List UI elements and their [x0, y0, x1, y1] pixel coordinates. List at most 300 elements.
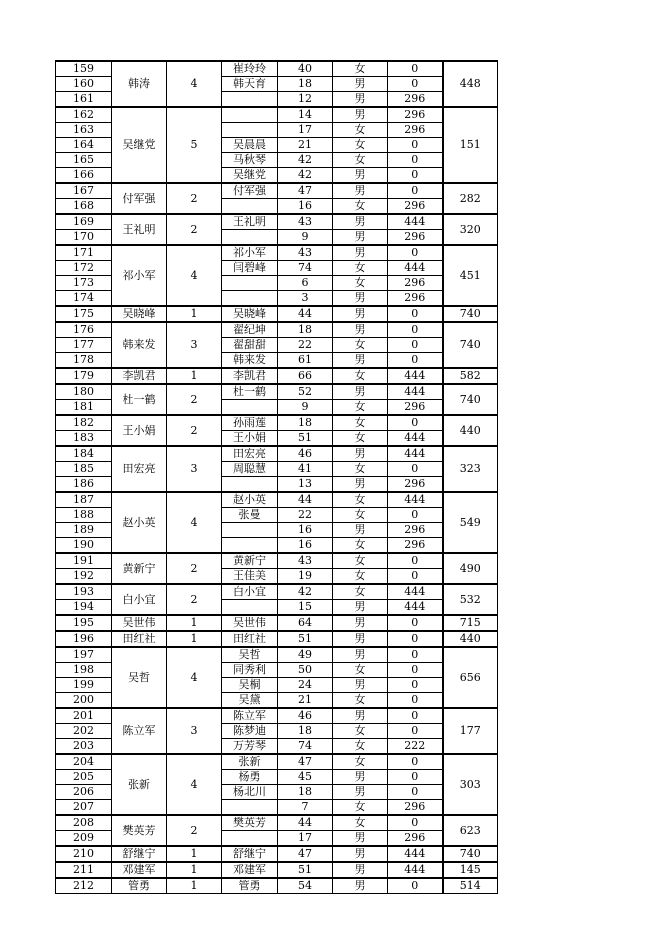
age-cell: 54 — [278, 878, 333, 894]
gender-cell: 男 — [333, 631, 388, 647]
gender-cell: 男 — [333, 92, 388, 108]
member-name-cell: 吴继党 — [222, 168, 278, 184]
group-total-cell: 303 — [443, 754, 498, 815]
member-name-cell: 田宏亮 — [222, 446, 278, 462]
amount-cell: 0 — [388, 663, 443, 678]
amount-cell: 0 — [388, 338, 443, 353]
gender-cell: 女 — [333, 431, 388, 447]
amount-cell: 0 — [388, 631, 443, 647]
age-cell: 51 — [278, 431, 333, 447]
row-number-cell: 173 — [56, 276, 112, 291]
household-head-cell: 张新 — [112, 754, 167, 815]
row-number-cell: 176 — [56, 322, 112, 338]
age-cell: 44 — [278, 815, 333, 831]
age-cell: 17 — [278, 831, 333, 847]
age-cell: 47 — [278, 183, 333, 199]
member-name-cell: 马秋琴 — [222, 153, 278, 168]
table-row — [56, 368, 498, 384]
member-count-cell: 1 — [167, 846, 222, 862]
row-number-cell: 181 — [56, 400, 112, 416]
member-name-cell: 张新 — [222, 754, 278, 770]
table-row — [56, 553, 498, 569]
member-count-cell: 4 — [167, 647, 222, 708]
amount-cell: 0 — [388, 553, 443, 569]
member-name-cell: 孙雨莲 — [222, 415, 278, 431]
gender-cell: 女 — [333, 754, 388, 770]
amount-cell: 0 — [388, 754, 443, 770]
gender-cell: 男 — [333, 322, 388, 338]
gender-cell: 男 — [333, 214, 388, 230]
table-row — [56, 306, 498, 322]
age-cell: 21 — [278, 693, 333, 709]
amount-cell: 296 — [388, 538, 443, 554]
member-name-cell: 杜一鹤 — [222, 384, 278, 400]
member-name-cell: 付军强 — [222, 183, 278, 199]
member-count-cell: 1 — [167, 631, 222, 647]
row-number-cell: 205 — [56, 770, 112, 785]
member-name-cell — [222, 107, 278, 123]
table-row — [56, 615, 498, 631]
member-name-cell — [222, 400, 278, 416]
member-count-cell: 2 — [167, 584, 222, 615]
member-name-cell: 吴桐 — [222, 678, 278, 693]
member-name-cell: 赵小英 — [222, 492, 278, 508]
age-cell: 47 — [278, 754, 333, 770]
row-number-cell: 196 — [56, 631, 112, 647]
member-count-cell: 3 — [167, 322, 222, 368]
table-row — [56, 384, 498, 400]
age-cell: 44 — [278, 492, 333, 508]
group-total-cell: 282 — [443, 183, 498, 214]
member-count-cell: 3 — [167, 446, 222, 492]
group-total-cell: 656 — [443, 647, 498, 708]
member-name-cell: 祁小军 — [222, 245, 278, 261]
age-cell: 42 — [278, 153, 333, 168]
amount-cell: 0 — [388, 353, 443, 369]
amount-cell: 444 — [388, 384, 443, 400]
group-total-cell: 715 — [443, 615, 498, 631]
row-number-cell: 162 — [56, 107, 112, 123]
member-name-cell: 吴晨晨 — [222, 138, 278, 153]
row-number-cell: 193 — [56, 584, 112, 600]
row-number-cell: 202 — [56, 724, 112, 739]
member-name-cell: 翟甜甜 — [222, 338, 278, 353]
gender-cell: 男 — [333, 168, 388, 184]
row-number-cell: 169 — [56, 214, 112, 230]
household-head-cell: 杜一鹤 — [112, 384, 167, 415]
member-count-cell: 4 — [167, 754, 222, 815]
member-name-cell: 万芳琴 — [222, 739, 278, 755]
member-name-cell: 翟纪坤 — [222, 322, 278, 338]
member-count-cell: 5 — [167, 107, 222, 183]
group-total-cell: 440 — [443, 415, 498, 446]
amount-cell: 296 — [388, 230, 443, 246]
age-cell: 49 — [278, 647, 333, 663]
age-cell: 43 — [278, 553, 333, 569]
group-total-cell: 582 — [443, 368, 498, 384]
row-number-cell: 200 — [56, 693, 112, 709]
gender-cell: 男 — [333, 770, 388, 785]
household-head-cell: 邓建军 — [112, 862, 167, 878]
group-total-cell: 740 — [443, 322, 498, 368]
gender-cell: 女 — [333, 815, 388, 831]
row-number-cell: 179 — [56, 368, 112, 384]
gender-cell: 男 — [333, 77, 388, 92]
member-name-cell — [222, 123, 278, 138]
household-head-cell: 黄新宁 — [112, 553, 167, 584]
row-number-cell: 207 — [56, 800, 112, 816]
amount-cell: 296 — [388, 400, 443, 416]
row-number-cell: 198 — [56, 663, 112, 678]
amount-cell: 296 — [388, 831, 443, 847]
age-cell: 6 — [278, 276, 333, 291]
row-number-cell: 192 — [56, 569, 112, 585]
age-cell: 45 — [278, 770, 333, 785]
amount-cell: 296 — [388, 107, 443, 123]
row-number-cell: 206 — [56, 785, 112, 800]
age-cell: 22 — [278, 338, 333, 353]
age-cell: 50 — [278, 663, 333, 678]
gender-cell: 女 — [333, 663, 388, 678]
row-number-cell: 210 — [56, 846, 112, 862]
table-row — [56, 647, 498, 663]
table-row — [56, 245, 498, 261]
age-cell: 74 — [278, 739, 333, 755]
gender-cell: 男 — [333, 230, 388, 246]
amount-cell: 444 — [388, 431, 443, 447]
amount-cell: 0 — [388, 693, 443, 709]
amount-cell: 0 — [388, 770, 443, 785]
row-number-cell: 203 — [56, 739, 112, 755]
row-number-cell: 167 — [56, 183, 112, 199]
member-name-cell: 杨北川 — [222, 785, 278, 800]
gender-cell: 男 — [333, 678, 388, 693]
member-count-cell: 1 — [167, 862, 222, 878]
gender-cell: 男 — [333, 523, 388, 538]
member-name-cell: 韩天育 — [222, 77, 278, 92]
row-number-cell: 189 — [56, 523, 112, 538]
row-number-cell: 209 — [56, 831, 112, 847]
household-head-cell: 吴哲 — [112, 647, 167, 708]
household-head-cell: 白小宜 — [112, 584, 167, 615]
gender-cell: 女 — [333, 123, 388, 138]
age-cell: 17 — [278, 123, 333, 138]
age-cell: 51 — [278, 631, 333, 647]
gender-cell: 男 — [333, 384, 388, 400]
amount-cell: 0 — [388, 815, 443, 831]
age-cell: 61 — [278, 353, 333, 369]
member-count-cell: 2 — [167, 384, 222, 415]
row-number-cell: 185 — [56, 462, 112, 477]
row-number-cell: 194 — [56, 600, 112, 616]
row-number-cell: 208 — [56, 815, 112, 831]
amount-cell: 0 — [388, 183, 443, 199]
member-name-cell: 吴哲 — [222, 647, 278, 663]
amount-cell: 444 — [388, 446, 443, 462]
gender-cell: 男 — [333, 878, 388, 894]
gender-cell: 女 — [333, 492, 388, 508]
row-number-cell: 180 — [56, 384, 112, 400]
member-count-cell: 2 — [167, 214, 222, 245]
age-cell: 12 — [278, 92, 333, 108]
member-name-cell — [222, 477, 278, 493]
amount-cell: 222 — [388, 739, 443, 755]
row-number-cell: 161 — [56, 92, 112, 108]
group-total-cell: 448 — [443, 61, 498, 107]
gender-cell: 女 — [333, 508, 388, 523]
group-total-cell: 740 — [443, 306, 498, 322]
gender-cell: 女 — [333, 569, 388, 585]
member-name-cell: 同秀利 — [222, 663, 278, 678]
household-head-cell: 赵小英 — [112, 492, 167, 553]
amount-cell: 0 — [388, 153, 443, 168]
member-count-cell: 2 — [167, 815, 222, 846]
household-head-cell: 韩来发 — [112, 322, 167, 368]
member-name-cell: 舒继宁 — [222, 846, 278, 862]
group-total-cell: 549 — [443, 492, 498, 553]
gender-cell: 女 — [333, 462, 388, 477]
member-name-cell — [222, 600, 278, 616]
member-name-cell — [222, 538, 278, 554]
row-number-cell: 172 — [56, 261, 112, 276]
member-name-cell: 王佳美 — [222, 569, 278, 585]
group-total-cell: 323 — [443, 446, 498, 492]
table-row — [56, 862, 498, 878]
age-cell: 42 — [278, 168, 333, 184]
row-number-cell: 174 — [56, 291, 112, 307]
row-number-cell: 212 — [56, 878, 112, 894]
gender-cell: 男 — [333, 615, 388, 631]
gender-cell: 女 — [333, 553, 388, 569]
age-cell: 74 — [278, 261, 333, 276]
amount-cell: 0 — [388, 245, 443, 261]
gender-cell: 女 — [333, 400, 388, 416]
gender-cell: 男 — [333, 600, 388, 616]
gender-cell: 女 — [333, 276, 388, 291]
amount-cell: 444 — [388, 492, 443, 508]
member-count-cell: 3 — [167, 708, 222, 754]
member-count-cell: 4 — [167, 61, 222, 107]
group-total-cell: 490 — [443, 553, 498, 584]
age-cell: 18 — [278, 77, 333, 92]
row-number-cell: 177 — [56, 338, 112, 353]
amount-cell: 0 — [388, 724, 443, 739]
row-number-cell: 166 — [56, 168, 112, 184]
member-count-cell: 1 — [167, 306, 222, 322]
row-number-cell: 187 — [56, 492, 112, 508]
age-cell: 3 — [278, 291, 333, 307]
member-name-cell: 李凯君 — [222, 368, 278, 384]
household-head-cell: 吴继党 — [112, 107, 167, 183]
gender-cell: 女 — [333, 415, 388, 431]
amount-cell: 444 — [388, 368, 443, 384]
age-cell: 18 — [278, 322, 333, 338]
table-row — [56, 322, 498, 338]
age-cell: 44 — [278, 306, 333, 322]
age-cell: 24 — [278, 678, 333, 693]
gender-cell: 女 — [333, 584, 388, 600]
member-name-cell: 管勇 — [222, 878, 278, 894]
gender-cell: 女 — [333, 153, 388, 168]
amount-cell: 0 — [388, 322, 443, 338]
member-name-cell — [222, 800, 278, 816]
member-name-cell: 崔玲玲 — [222, 61, 278, 77]
age-cell: 14 — [278, 107, 333, 123]
table-row — [56, 754, 498, 770]
member-name-cell: 田红社 — [222, 631, 278, 647]
gender-cell: 男 — [333, 183, 388, 199]
age-cell: 40 — [278, 61, 333, 77]
amount-cell: 296 — [388, 199, 443, 215]
gender-cell: 女 — [333, 538, 388, 554]
household-head-cell: 付军强 — [112, 183, 167, 214]
age-cell: 13 — [278, 477, 333, 493]
row-number-cell: 184 — [56, 446, 112, 462]
gender-cell: 男 — [333, 477, 388, 493]
age-cell: 19 — [278, 569, 333, 585]
group-total-cell: 151 — [443, 107, 498, 183]
row-number-cell: 195 — [56, 615, 112, 631]
member-count-cell: 2 — [167, 183, 222, 214]
household-head-cell: 李凯君 — [112, 368, 167, 384]
member-name-cell: 陈立军 — [222, 708, 278, 724]
gender-cell: 女 — [333, 739, 388, 755]
gender-cell: 男 — [333, 846, 388, 862]
age-cell: 64 — [278, 615, 333, 631]
group-total-cell: 451 — [443, 245, 498, 306]
household-head-cell: 田宏亮 — [112, 446, 167, 492]
row-number-cell: 163 — [56, 123, 112, 138]
member-name-cell — [222, 831, 278, 847]
row-number-cell: 197 — [56, 647, 112, 663]
gender-cell: 男 — [333, 291, 388, 307]
table-row — [56, 183, 498, 199]
gender-cell: 女 — [333, 724, 388, 739]
household-head-cell: 陈立军 — [112, 708, 167, 754]
table-row — [56, 846, 498, 862]
gender-cell: 女 — [333, 199, 388, 215]
amount-cell: 0 — [388, 785, 443, 800]
gender-cell: 男 — [333, 446, 388, 462]
group-total-cell: 320 — [443, 214, 498, 245]
age-cell: 43 — [278, 245, 333, 261]
table-row — [56, 61, 498, 77]
table-row — [56, 492, 498, 508]
table-row — [56, 815, 498, 831]
age-cell: 41 — [278, 462, 333, 477]
household-head-cell: 田红社 — [112, 631, 167, 647]
amount-cell: 0 — [388, 678, 443, 693]
member-name-cell: 杨勇 — [222, 770, 278, 785]
row-number-cell: 165 — [56, 153, 112, 168]
member-name-cell: 吴黛 — [222, 693, 278, 709]
age-cell: 51 — [278, 862, 333, 878]
group-total-cell: 145 — [443, 862, 498, 878]
household-table — [55, 60, 498, 894]
amount-cell: 296 — [388, 276, 443, 291]
member-name-cell — [222, 523, 278, 538]
row-number-cell: 159 — [56, 61, 112, 77]
row-number-cell: 199 — [56, 678, 112, 693]
member-name-cell: 樊英芳 — [222, 815, 278, 831]
gender-cell: 男 — [333, 353, 388, 369]
row-number-cell: 190 — [56, 538, 112, 554]
gender-cell: 男 — [333, 785, 388, 800]
member-count-cell: 4 — [167, 245, 222, 306]
age-cell: 16 — [278, 523, 333, 538]
amount-cell: 0 — [388, 708, 443, 724]
group-total-cell: 514 — [443, 878, 498, 894]
gender-cell: 男 — [333, 831, 388, 847]
group-total-cell: 532 — [443, 584, 498, 615]
row-number-cell: 178 — [56, 353, 112, 369]
member-name-cell: 黄新宁 — [222, 553, 278, 569]
member-name-cell: 白小宜 — [222, 584, 278, 600]
table-row — [56, 878, 498, 894]
amount-cell: 296 — [388, 123, 443, 138]
group-total-cell: 623 — [443, 815, 498, 846]
age-cell: 43 — [278, 214, 333, 230]
age-cell: 15 — [278, 600, 333, 616]
group-total-cell: 177 — [443, 708, 498, 754]
age-cell: 9 — [278, 400, 333, 416]
household-head-cell: 舒继宁 — [112, 846, 167, 862]
row-number-cell: 186 — [56, 477, 112, 493]
member-name-cell: 陈梦迪 — [222, 724, 278, 739]
member-count-cell: 2 — [167, 415, 222, 446]
group-total-cell: 740 — [443, 846, 498, 862]
amount-cell: 0 — [388, 508, 443, 523]
member-name-cell: 闫碧峰 — [222, 261, 278, 276]
row-number-cell: 204 — [56, 754, 112, 770]
household-head-cell: 樊英芳 — [112, 815, 167, 846]
amount-cell: 0 — [388, 569, 443, 585]
member-count-cell: 2 — [167, 553, 222, 584]
gender-cell: 男 — [333, 862, 388, 878]
household-head-cell: 吴世伟 — [112, 615, 167, 631]
gender-cell: 女 — [333, 261, 388, 276]
amount-cell: 0 — [388, 61, 443, 77]
age-cell: 47 — [278, 846, 333, 862]
member-name-cell: 吴世伟 — [222, 615, 278, 631]
row-number-cell: 201 — [56, 708, 112, 724]
household-head-cell: 王小娟 — [112, 415, 167, 446]
member-name-cell — [222, 291, 278, 307]
gender-cell: 男 — [333, 245, 388, 261]
member-count-cell: 4 — [167, 492, 222, 553]
age-cell: 42 — [278, 584, 333, 600]
age-cell: 46 — [278, 708, 333, 724]
amount-cell: 0 — [388, 138, 443, 153]
group-total-cell: 740 — [443, 384, 498, 415]
amount-cell: 296 — [388, 477, 443, 493]
age-cell: 18 — [278, 415, 333, 431]
age-cell: 22 — [278, 508, 333, 523]
age-cell: 66 — [278, 368, 333, 384]
amount-cell: 296 — [388, 523, 443, 538]
age-cell: 7 — [278, 800, 333, 816]
amount-cell: 444 — [388, 584, 443, 600]
amount-cell: 0 — [388, 306, 443, 322]
table-row — [56, 214, 498, 230]
row-number-cell: 191 — [56, 553, 112, 569]
row-number-cell: 188 — [56, 508, 112, 523]
member-count-cell: 1 — [167, 615, 222, 631]
amount-cell: 0 — [388, 878, 443, 894]
member-name-cell — [222, 199, 278, 215]
member-name-cell: 邓建军 — [222, 862, 278, 878]
row-number-cell: 211 — [56, 862, 112, 878]
